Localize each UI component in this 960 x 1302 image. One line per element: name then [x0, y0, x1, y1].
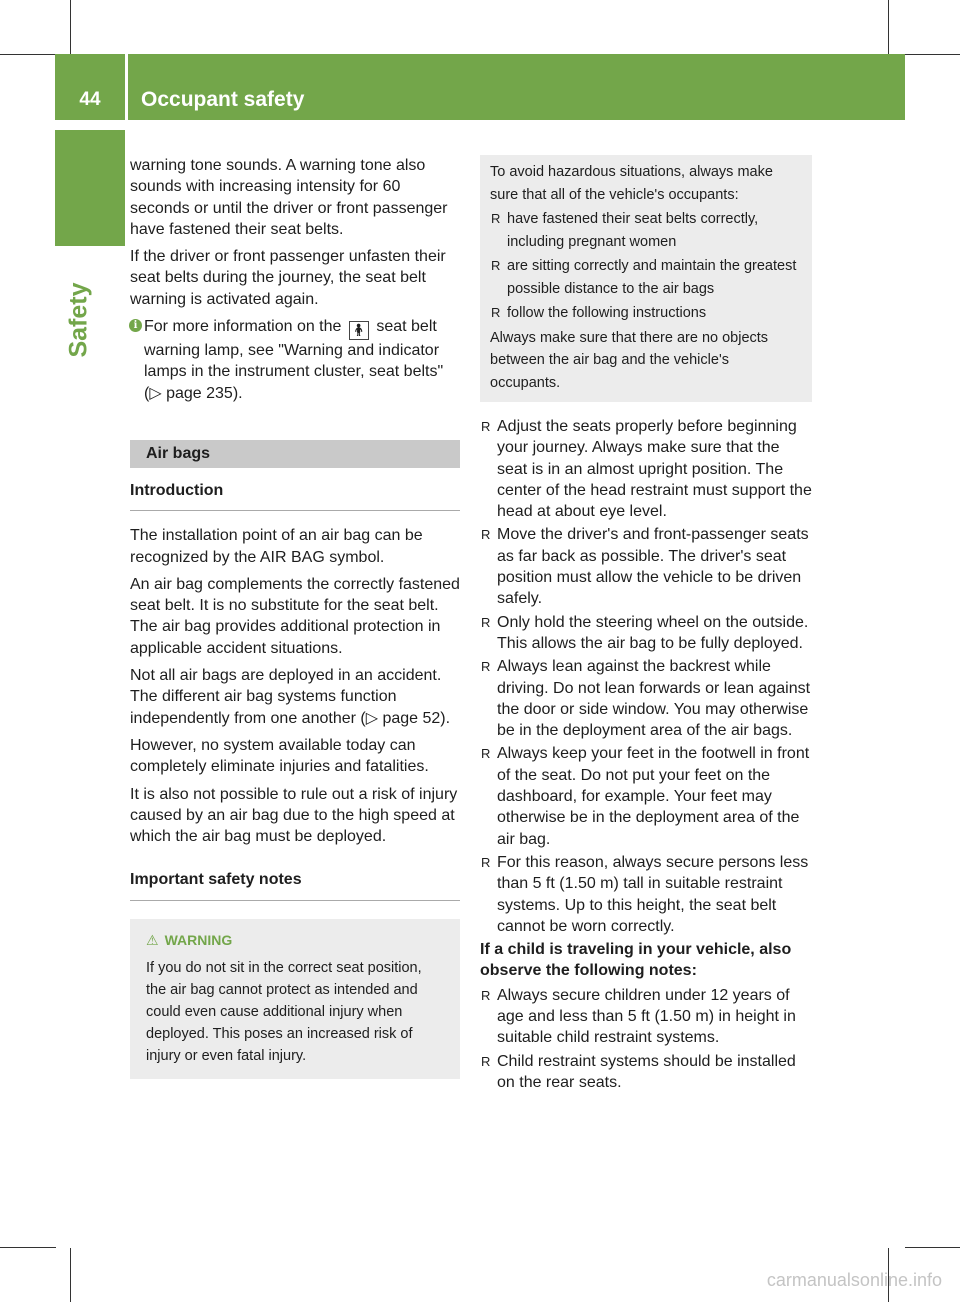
right-column — [480, 155, 812, 1095]
list-item-text: follow the following instructions — [507, 305, 707, 321]
bullet-marker: R — [481, 419, 491, 434]
bullet-marker: R — [491, 211, 501, 226]
crop-mark — [0, 54, 56, 55]
crop-mark — [905, 1247, 960, 1248]
paragraph: warning tone sounds. A warning tone also sounds with increasing intensity for 60 seconds or until the driver or front passenger have fastened their seat belts. — [130, 157, 448, 238]
heading-air-bags: Air bags — [130, 440, 460, 468]
list-item-text: Child restraint systems should be installed on the rear seats. — [497, 1052, 796, 1091]
bullet-marker: R — [481, 987, 491, 1003]
info-text-before: For more information on the — [144, 318, 342, 336]
list-item-text: have fastened their seat belts correctly, including pregnant women — [507, 211, 759, 250]
crop-mark — [0, 1247, 56, 1248]
heading-introduction: Introduction — [130, 480, 460, 511]
bullet-marker: R — [491, 258, 501, 273]
paragraph: The installation point of an air bag can be recognized by the AIR BAG symbol. — [130, 527, 423, 566]
bullet-marker: R — [481, 659, 491, 675]
list-item — [480, 985, 812, 1049]
crop-mark — [905, 54, 960, 55]
info-text-after: seat belt warning lamp, see "Warning and indicator lamps in the instrument cluster, seat belts" (▷ page 235). — [144, 318, 444, 402]
warning-box — [130, 919, 460, 1079]
section-title: Occupant safety — [141, 88, 305, 111]
occupant-notice-box — [480, 155, 812, 402]
list-item — [480, 524, 812, 609]
list-item-text: are sitting correctly and maintain the greatest possible distance to the air bags — [507, 258, 797, 297]
list-item — [480, 612, 812, 655]
watermark: carmanualsonline.info — [766, 1270, 942, 1290]
box-intro: To avoid hazardous situations, always make sure that all of the vehicle's occupants: — [490, 164, 773, 203]
info-icon: i — [129, 319, 142, 332]
warning-title-row — [146, 929, 444, 951]
info-note — [130, 316, 460, 404]
list-item — [480, 416, 812, 522]
bullet-marker: R — [481, 746, 491, 762]
warning-title: WARNING — [164, 931, 233, 948]
page-number: 44 — [79, 89, 101, 110]
child-bullet-list — [480, 985, 812, 1093]
list-item-text: Always secure children under 12 years of age and less than 5 ft (1.50 m) in height in suitable child restraint systems. — [497, 986, 796, 1047]
seatbelt-warning-icon: 🧍︎ — [349, 321, 369, 340]
list-item — [490, 208, 802, 253]
list-item-text: Always lean against the backrest while driving. Do not lean forwards or lean against the door or side window. You may otherwise be in the deployment area of the air bags. — [497, 658, 811, 740]
list-item — [480, 743, 812, 849]
list-item-text: Move the driver's and front-passenger seats as far back as possible. The driver's seat position must allow the vehicle to be driven safely. — [497, 526, 809, 608]
list-item — [490, 302, 802, 325]
child-heading: If a child is traveling in your vehicle, also observe the following notes: — [480, 941, 792, 980]
list-item — [480, 1051, 812, 1094]
warning-text: If you do not sit in the correct seat position, the air bag cannot protect as intended and could even cause additional injury when deployed. This poses an increased risk of injury or even fatal injury. — [146, 959, 422, 1064]
side-label: Safety — [64, 282, 93, 358]
box-outro: Always make sure that there are no objects between the air bag and the vehicle's occupants. — [490, 329, 769, 391]
list-item-text: Adjust the seats properly before beginning your journey. Always make sure that the seat is in an almost upright position. The center of the head restraint must support the head at about eye level. — [497, 418, 812, 521]
paragraph: If the driver or front passenger unfasten their seat belts during the journey, the seat belt warning is activated again. — [130, 248, 446, 308]
list-item-text: Always keep your feet in the footwell in front of the seat. Do not put your feet on the dashboard, for example. Your feet may otherwise be in the deployment area of the air bag. — [497, 745, 810, 848]
list-item-text: Only hold the steering wheel on the outside. This allows the air bag to be fully deployed. — [497, 613, 809, 652]
list-item — [480, 656, 812, 741]
paragraph: It is also not possible to rule out a risk of injury caused by an air bag due to the high speed at which the air bag must be deployed. — [130, 785, 458, 846]
list-item — [480, 852, 812, 937]
list-item-text: For this reason, always secure persons less than 5 ft (1.50 m) tall in suitable restraint systems. Up to this height, the seat belt cannot be worn correctly. — [497, 853, 809, 935]
bullet-marker: R — [481, 854, 491, 870]
header-separator — [125, 54, 128, 120]
crop-mark — [888, 0, 889, 56]
bullet-marker: R — [481, 527, 491, 543]
box-bullet-list — [490, 208, 802, 325]
paragraph: Not all air bags are deployed in an accident. The different air bag systems function independently from one another (▷ page 52). — [130, 667, 451, 727]
warning-triangle-icon: ⚠︎ — [146, 931, 159, 948]
paragraph: An air bag complements the correctly fastened seat belt. It is no substitute for the seat belt. The air bag provides additional protection in applicable accident situations. — [130, 575, 460, 657]
bullet-marker: R — [491, 305, 501, 320]
bullet-marker: R — [481, 614, 491, 630]
crop-mark — [70, 1248, 71, 1302]
safety-bullet-list — [480, 416, 812, 937]
left-column — [130, 155, 460, 1079]
paragraph: However, no system available today can completely eliminate injuries and fatalities. — [130, 736, 429, 776]
crop-mark — [70, 0, 71, 56]
bullet-marker: R — [481, 1053, 491, 1069]
heading-important-safety-notes: Important safety notes — [130, 869, 460, 900]
side-tab — [55, 130, 125, 246]
list-item — [490, 255, 802, 300]
